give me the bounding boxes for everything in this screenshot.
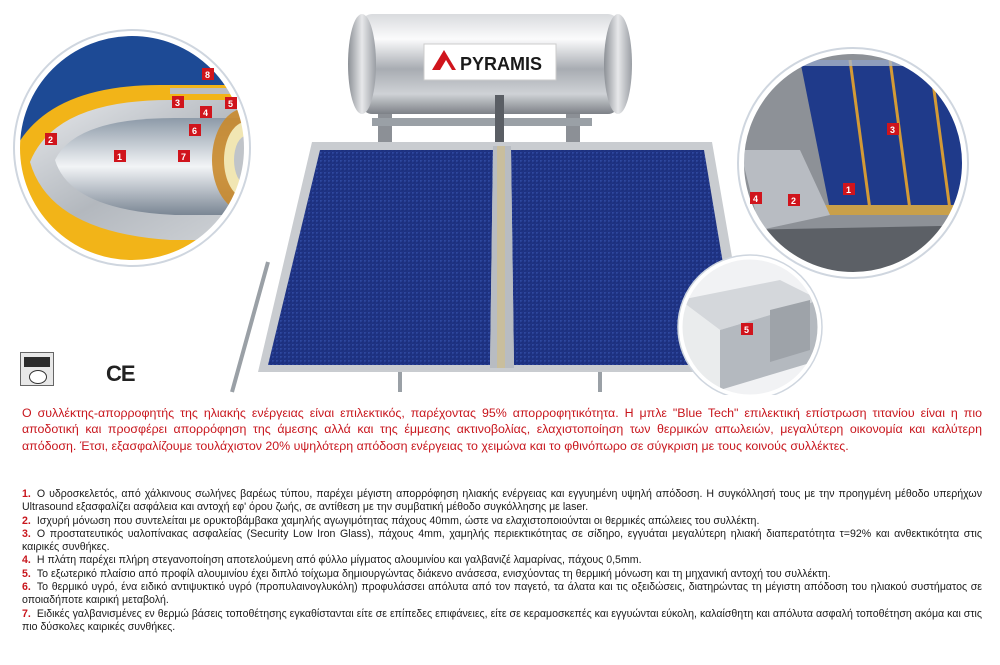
callout-tube-3 [172,96,184,108]
list-item [22,608,982,635]
item-text: Το εξωτερικό πλαίσιο από προφίλ αλουμινίου έχει διπλό τοίχωμα δημιουργώντας διάκενο ανάσεσα, ενισχύοντας τη θερμική μόνωση και τη μηχανική αντοχή του συλλέκτη. [36,567,831,580]
callout-tube-7 [178,150,190,162]
svg-text:2: 2 [48,135,54,145]
item-text: Το θερμικό υγρό, ένα ειδικό αντιψυκτικό υγρό (προπυλαινογλυκόλη) προφυλάσσει απόλυτα από τον παγετό, τα άλατα και τις οξειδώσεις, διατηρώντας τη μέγιστη απόδοση του ηλιακού συστήματος σε οποιαδήποτε καιρική μεταβολή. [22,581,982,607]
list-item [22,581,982,608]
item-text: Ο υδροσκελετός, από χάλκινους σωλήνες βαρέως τύπου, παρέχει μέγιστη απορρόφηση ηλιακής ενέργειας και εγγυημένη υψηλή απόδοση. Η συγκόλλησή τους με την προηγμένη μέθοδο υπερήχων Ultrasound εξασφαλίζει ασφάλεια και αντοχή εφ' όρου ζωής, σε αντίθεση με την συμβατική μέθοδο συγκόλλησης με laser. [22,488,982,514]
list-item [22,515,982,528]
callout-tube-1 [114,150,126,162]
water-tank [348,14,632,114]
item-number: 3. [22,527,31,540]
features-list [22,488,982,634]
svg-text:4: 4 [753,194,759,204]
callout-panel-2 [788,194,800,206]
callout-tube-5 [225,97,237,109]
svg-text:2: 2 [791,196,797,206]
item-number: 4. [22,554,31,567]
list-item [22,554,982,567]
svg-text:3: 3 [890,125,896,135]
svg-text:8: 8 [205,70,211,80]
item-text: Ισχυρή μόνωση που συντελείται με ορυκτοβάμβακα χαμηλής αγωγιμότητας πάχους 40mm, ώστε να ελαχιστοποιούνται οι θερμικές απώλειες του συλλέκτη. [36,514,760,527]
callout-panel-3 [887,123,899,135]
callout-panel-4 [750,192,762,204]
callout-tube-4 [200,106,212,118]
svg-text:7: 7 [181,152,187,162]
item-number: 6. [22,581,31,594]
callout-tube-8 [202,68,214,80]
brand-name: PYRAMIS [460,54,543,74]
list-item [22,568,982,581]
item-number: 2. [22,514,31,527]
callout-panel-1 [843,183,855,195]
svg-text:3: 3 [175,98,181,108]
list-item [22,488,982,515]
callout-tube-6 [189,124,201,136]
svg-text:4: 4 [203,108,209,118]
svg-text:5: 5 [228,99,234,109]
solar-panels [258,142,752,372]
item-text: Η πλάτη παρέχει πλήρη στεγανοποίηση αποτελούμενη από φύλλο μίγματος αλουμινίου και γαλβανιζέ λαμαρίνας, πάχους 0,5mm. [36,554,642,567]
item-number: 1. [22,488,31,500]
svg-text:1: 1 [846,185,852,195]
ce-mark: CE [106,361,135,386]
svg-text:1: 1 [117,152,123,162]
callout-profile-5 [741,323,753,335]
item-text: Ειδικές γαλβανισμένες εν θερμώ βάσεις τοποθέτησης εγκαθίστανται είτε σε επίπεδες επιφάνειες, είτε σε κεραμοσκεπές και εγγυώνται εύκολη, καλαίσθητη και απόλυτα ασφαλή τοποθέτηση ακόμα και στις πιο δύσκολες καιρικές συνθήκες. [22,607,982,633]
list-item [22,528,982,555]
item-text: Ο προστατευτικός υαλοπίνακας ασφαλείας (Security Low Iron Glass), πάχους 4mm, χαμηλής περιεκτικότητας σε σίδηρο, εγγυάται μεγαλύτερη ηλιακή διαπερατότητα τ=92% και ανθεκτικότητα στις καιρικές συνθήκες. [22,527,982,554]
item-number: 5. [22,567,31,580]
callout-tube-2 [45,133,57,145]
item-number: 7. [22,607,31,620]
svg-text:6: 6 [192,126,198,136]
profile-callouts [741,323,753,335]
certification-badge-icon [20,352,54,386]
intro-paragraph: Ο συλλέκτης-απορροφητής της ηλιακής ενέργειας είναι επιλεκτικός, παρέχοντας 95% απορροφητικότητα. Η μπλε "Blue Tech" επιλεκτική επίστρωση τιτανίου είναι η πιο αποδοτική και προσφέρει απορρόφηση της άμεσης αλλά και της έμμεσης ακτινοβολίας, ελαχιστοποίηση των θερμικών απωλειών, μεγαλύτερη οικονομία και καλύτερη απόδοση. Έτσι, εξασφαλίζουμε τουλάχιστον 20% υψηλότερη απόδοση ενέργειας το χειμώνα και το φθινόπωρο σε σύγκριση με τους κοινούς συλλέκτες. [22,406,982,453]
svg-text:5: 5 [744,325,750,335]
